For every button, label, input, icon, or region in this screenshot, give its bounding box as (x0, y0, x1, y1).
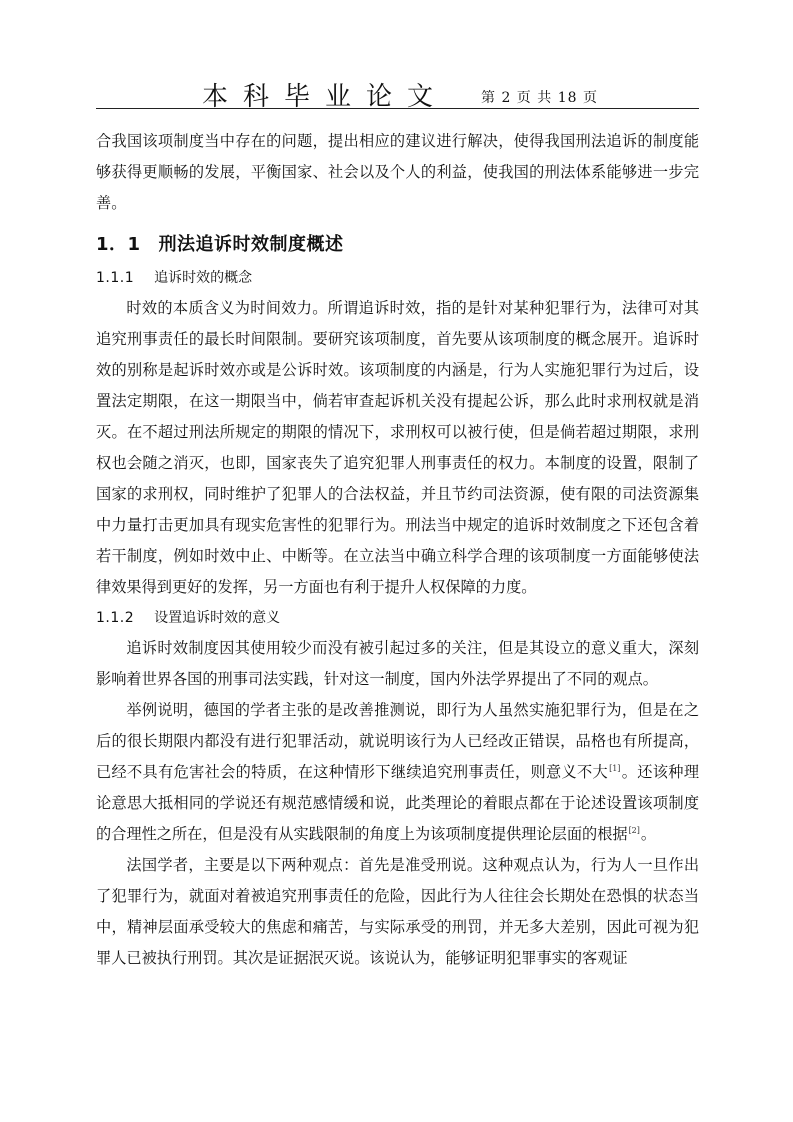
paragraph-continuation: 合我国该项制度当中存在的问题，提出相应的建议进行解决，使得我国刑法追诉的制度能够获得更顺畅的发展，平衡国家、社会以及个人的利益，使我国的刑法体系能够进一步完善。 (96, 132, 699, 212)
subsection-number: 1.1.1 (96, 270, 135, 286)
header-page-info: 第 2 页 共 18 页 (481, 90, 598, 106)
section-number: 1．1 (96, 234, 141, 255)
paragraph: 追诉时效制度因其使用较少而没有被引起过多的关注，但是其设立的意义重大，深刻影响着世界各国的刑事司法实践，针对这一制度，国内外法学界提出了不同的观点。 (96, 639, 699, 688)
paragraph-text: 。还该种理论意思大抵相同的学说还有规范感情缓和说，此类理论的着眼点都在于论述设置该项制度的合理性之所在，但是没有从实践限制的角度上为该项制度提供理论层面的根据 (96, 763, 700, 843)
header-title: 本科毕业论文 (202, 82, 449, 112)
subsection-heading-concept (96, 265, 699, 291)
header-rule (96, 108, 699, 109)
paragraph-text: 。 (640, 825, 657, 843)
paragraph-with-citations (96, 695, 699, 850)
paragraph: 法国学者，主要是以下两种观点：首先是准受刑说。这种观点认为，行为人一旦作出了犯罪行为，就面对着被追究刑事责任的危险，因此行为人往往会长期处在恐惧的状态当中，精神层面承受较大的焦虑和痛苦，与实际承受的刑罚，并无多大差别，因此可视为犯罪人已被执行刑罚。其次是证据泯灭说。该说认为，能够证明犯罪事实的客观证 (96, 856, 699, 967)
section-heading (96, 229, 699, 261)
subsection-number: 1.1.2 (96, 610, 135, 626)
document-body (96, 126, 699, 974)
paragraph-text: 举例说明，德国的学者主张的是改善推测说，即行为人虽然实施犯罪行为，但是在之后的很长期限内都没有进行犯罪活动，就说明该行为人已经改正错误，品格也有所提高，已经不具有危害社会的特质，在这种情形下继续追究刑事责任，则意义不大 (96, 701, 699, 781)
citation-marker[interactable]: [1] (609, 763, 621, 773)
subsection-title: 设置追诉时效的意义 (154, 610, 281, 626)
citation-marker[interactable]: [2] (628, 825, 640, 835)
running-header (96, 72, 699, 112)
subsection-title: 追诉时效的概念 (154, 270, 253, 286)
subsection-heading-significance (96, 605, 699, 631)
paragraph: 时效的本质含义为时间效力。所谓追诉时效，指的是针对某种犯罪行为，法律可对其追究刑事责任的最长时间限制。要研究该项制度，首先要从该项制度的概念展开。追诉时效的别称是起诉时效亦或是公诉时效。该项制度的内涵是，行为人实施犯罪行为过后，设置法定期限，在这一期限当中，倘若审查起诉机关没有提起公诉，那么此时求刑权就是消灭。在不超过刑法所规定的期限的情况下，求刑权可以被行使，但是倘若超过期限，求刑权也会随之消灭，也即，国家丧失了追究犯罪人刑事责任的权力。本制度的设置，限制了国家的求刑权，同时维护了犯罪人的合法权益，并且节约司法资源，使有限的司法资源集中力量打击更加具有现实危害性的犯罪行为。刑法当中规定的追诉时效制度之下还包含着若干制度，例如时效中止、中断等。在立法当中确立科学合理的该项制度一方面能够使法律效果得到更好的发挥，另一方面也有利于提升人权保障的力度。 (96, 299, 699, 596)
section-title: 刑法追诉时效制度概述 (158, 234, 344, 255)
